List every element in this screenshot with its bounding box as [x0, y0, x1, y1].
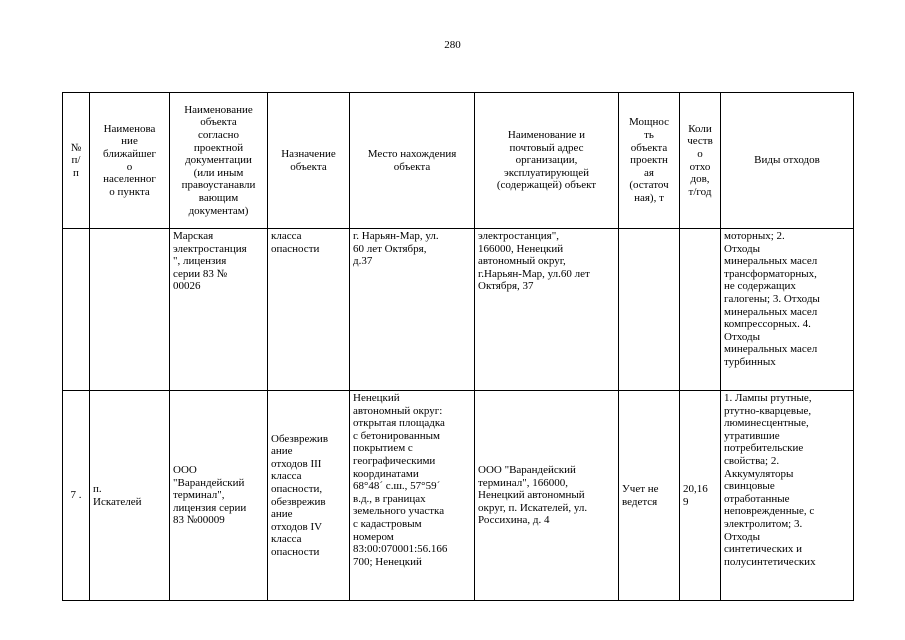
purpose-cell: Обезврежив ание отходов III класса опасности, обезврежив ание отходов IV класса опасности — [268, 391, 350, 601]
table-header-row — [63, 93, 854, 229]
operator-cell: ООО "Варандейский терминал", 166000, Ненецкий автономный округ, п. Искателей, ул. Россихина, д. 4 — [475, 391, 619, 601]
waste-amount-cell: 20,16 9 — [680, 391, 721, 601]
header-cell-waste-types: Виды отходов — [721, 93, 854, 229]
header-cell-operator: Наименование и почтовый адрес организации, эксплуатирующей (содержащей) объект — [475, 93, 619, 229]
purpose-cell: класса опасности — [268, 229, 350, 391]
header-cell-number: № п/ п — [63, 93, 90, 229]
header-cell-location: Место нахождения объекта — [350, 93, 475, 229]
object-name-cell: ООО "Варандейский терминал", лицензия серии 83 №00009 — [170, 391, 268, 601]
header-cell-purpose: Назначение объекта — [268, 93, 350, 229]
capacity-cell — [619, 229, 680, 391]
header-cell-capacity: Мощнос ть объекта проектн ая (остаточ ная), т — [619, 93, 680, 229]
header-cell-settlement: Наименова ние ближайшег о населенног о пункта — [90, 93, 170, 229]
operator-cell: электростанция", 166000, Ненецкий автономный округ, г.Нарьян-Мар, ул.60 лет Октября, 37 — [475, 229, 619, 391]
location-cell: Ненецкий автономный округ: открытая площадка с бетонированным покрытием с географическими координатами 68°48´ с.ш., 57°59´ в.д., в границах земельного участка с кадастровым номером 83:00:070001:56.166 700; Ненецкий — [350, 391, 475, 601]
location-cell: г. Нарьян-Мар, ул. 60 лет Октября, д.37 — [350, 229, 475, 391]
capacity-cell: Учет не ведется — [619, 391, 680, 601]
row-number-cell — [63, 229, 90, 391]
page-number: 280 — [444, 39, 461, 51]
settlement-cell: п. Искателей — [90, 391, 170, 601]
waste-amount-cell — [680, 229, 721, 391]
table-row — [63, 391, 854, 601]
row-number-cell: 7 . — [63, 391, 90, 601]
waste-types-cell: моторных; 2. Отходы минеральных масел трансформаторных, не содержащих галогены; 3. Отходы минеральных масел компрессорных. 4. Отходы минеральных масел турбинных — [721, 229, 854, 391]
waste-types-cell: 1. Лампы ртутные, ртутно-кварцевые, люминесцентные, утратившие потребительские свойства; 2. Аккумуляторы свинцовые отработанные неповрежденные, с электролитом; 3. Отходы синтетических и полусинтетических — [721, 391, 854, 601]
header-cell-waste-amount: Коли честв о отхо дов, т/год — [680, 93, 721, 229]
table-row — [63, 229, 854, 391]
header-cell-object-name: Наименование объекта согласно проектной документации (или иным правоустанавли вающим документам) — [170, 93, 268, 229]
settlement-cell — [90, 229, 170, 391]
object-name-cell: Марская электростанция ", лицензия серии 83 № 00026 — [170, 229, 268, 391]
waste-facilities-table — [62, 92, 854, 601]
